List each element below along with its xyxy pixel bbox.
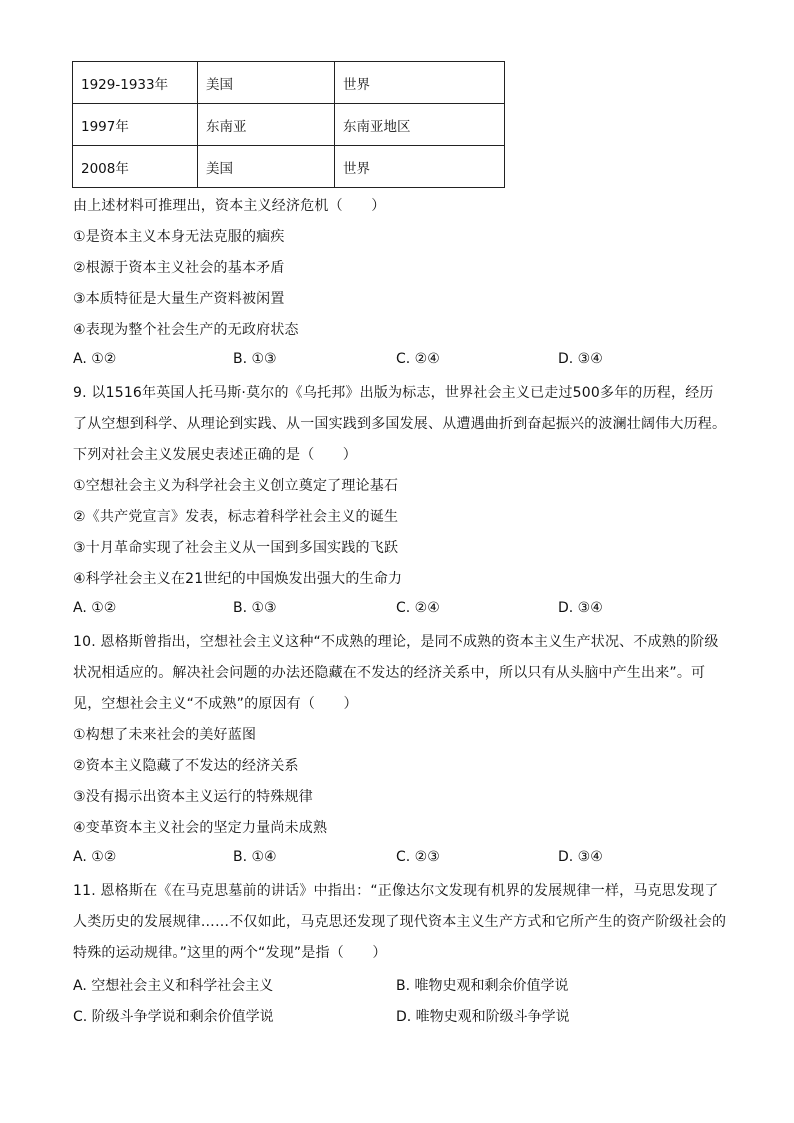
q9-option-a[interactable]: A. ①② bbox=[73, 600, 117, 616]
q10-stem-line: 10. 恩格斯曾指出，空想社会主义这种“不成熟的理论，是同不成熟的资本主义生产状况、不成熟的阶级 bbox=[73, 634, 719, 650]
q10-option-a[interactable]: A. ①② bbox=[73, 849, 117, 865]
q8-item: ②根源于资本主义社会的基本矛盾 bbox=[73, 260, 285, 276]
table-cell-scope: 世界 bbox=[335, 62, 505, 104]
crisis-table bbox=[72, 61, 505, 188]
q8-item: ①是资本主义本身无法克服的痼疾 bbox=[73, 229, 285, 245]
q10-item: ④变革资本主义社会的坚定力量尚未成熟 bbox=[73, 820, 328, 836]
table-cell-year: 1929-1933年 bbox=[73, 62, 198, 104]
q8-option-a[interactable]: A. ①② bbox=[73, 351, 117, 367]
q11-stem-line: 人类历史的发展规律……不仅如此，马克思还发现了现代资本主义生产方式和它所产生的资产阶级社会的 bbox=[73, 914, 727, 930]
q10-stem-line: 状况相适应的。解决社会问题的办法还隐藏在不发达的经济关系中，所以只有从头脑中产生出来”。可 bbox=[73, 665, 706, 681]
table-cell-scope: 东南亚地区 bbox=[335, 104, 505, 146]
table-cell-year: 2008年 bbox=[73, 146, 198, 188]
q9-option-c[interactable]: C. ②④ bbox=[396, 600, 440, 616]
q10-option-b[interactable]: B. ①④ bbox=[233, 849, 277, 865]
q9-option-b[interactable]: B. ①③ bbox=[233, 600, 277, 616]
q11-option-a[interactable]: A. 空想社会主义和科学社会主义 bbox=[73, 978, 274, 994]
table-cell-origin: 美国 bbox=[198, 62, 335, 104]
q11-option-c[interactable]: C. 阶级斗争学说和剩余价值学说 bbox=[73, 1009, 274, 1025]
q9-stem-line: 9. 以1516年英国人托马斯·莫尔的《乌托邦》出版为标志，世界社会主义已走过500多年的历程，经历 bbox=[73, 385, 714, 401]
q11-stem-line: 特殊的运动规律。”这里的两个“发现”是指（ ） bbox=[73, 945, 387, 961]
q8-stem: 由上述材料可推理出，资本主义经济危机（ ） bbox=[73, 198, 386, 214]
table-row bbox=[73, 104, 505, 146]
q8-option-b[interactable]: B. ①③ bbox=[233, 351, 277, 367]
q8-item: ④表现为整个社会生产的无政府状态 bbox=[73, 322, 299, 338]
table-row bbox=[73, 146, 505, 188]
q10-item: ①构想了未来社会的美好蓝图 bbox=[73, 727, 257, 743]
q10-stem-line: 见，空想社会主义“不成熟”的原因有（ ） bbox=[73, 696, 358, 712]
q10-option-d[interactable]: D. ③④ bbox=[558, 849, 603, 865]
q10-option-c[interactable]: C. ②③ bbox=[396, 849, 440, 865]
q9-stem-line: 了从空想到科学、从理论到实践、从一国实践到多国发展、从遭遇曲折到奋起振兴的波澜壮阔伟大历程。 bbox=[73, 416, 727, 432]
q11-option-b[interactable]: B. 唯物史观和剩余价值学说 bbox=[396, 978, 569, 994]
q11-stem-line: 11. 恩格斯在《在马克思墓前的讲话》中指出：“正像达尔文发现有机界的发展规律一样，马克思发现了 bbox=[73, 883, 719, 899]
q9-item: ②《共产党宣言》发表，标志着科学社会主义的诞生 bbox=[73, 509, 399, 525]
q9-stem-line: 下列对社会主义发展史表述正确的是（ ） bbox=[73, 447, 357, 463]
q8-item: ③本质特征是大量生产资料被闲置 bbox=[73, 291, 285, 307]
q9-item: ④科学社会主义在21世纪的中国焕发出强大的生命力 bbox=[73, 571, 403, 587]
table-cell-origin: 东南亚 bbox=[198, 104, 335, 146]
q10-item: ③没有揭示出资本主义运行的特殊规律 bbox=[73, 789, 313, 805]
q8-option-d[interactable]: D. ③④ bbox=[558, 351, 603, 367]
table-cell-year: 1997年 bbox=[73, 104, 198, 146]
table-cell-scope: 世界 bbox=[335, 146, 505, 188]
q9-item: ①空想社会主义为科学社会主义创立奠定了理论基石 bbox=[73, 478, 399, 494]
q9-item: ③十月革命实现了社会主义从一国到多国实践的飞跃 bbox=[73, 540, 399, 556]
q8-option-c[interactable]: C. ②④ bbox=[396, 351, 440, 367]
q11-option-d[interactable]: D. 唯物史观和阶级斗争学说 bbox=[396, 1009, 570, 1025]
table-cell-origin: 美国 bbox=[198, 146, 335, 188]
table-row bbox=[73, 62, 505, 104]
q9-option-d[interactable]: D. ③④ bbox=[558, 600, 603, 616]
q10-item: ②资本主义隐藏了不发达的经济关系 bbox=[73, 758, 299, 774]
